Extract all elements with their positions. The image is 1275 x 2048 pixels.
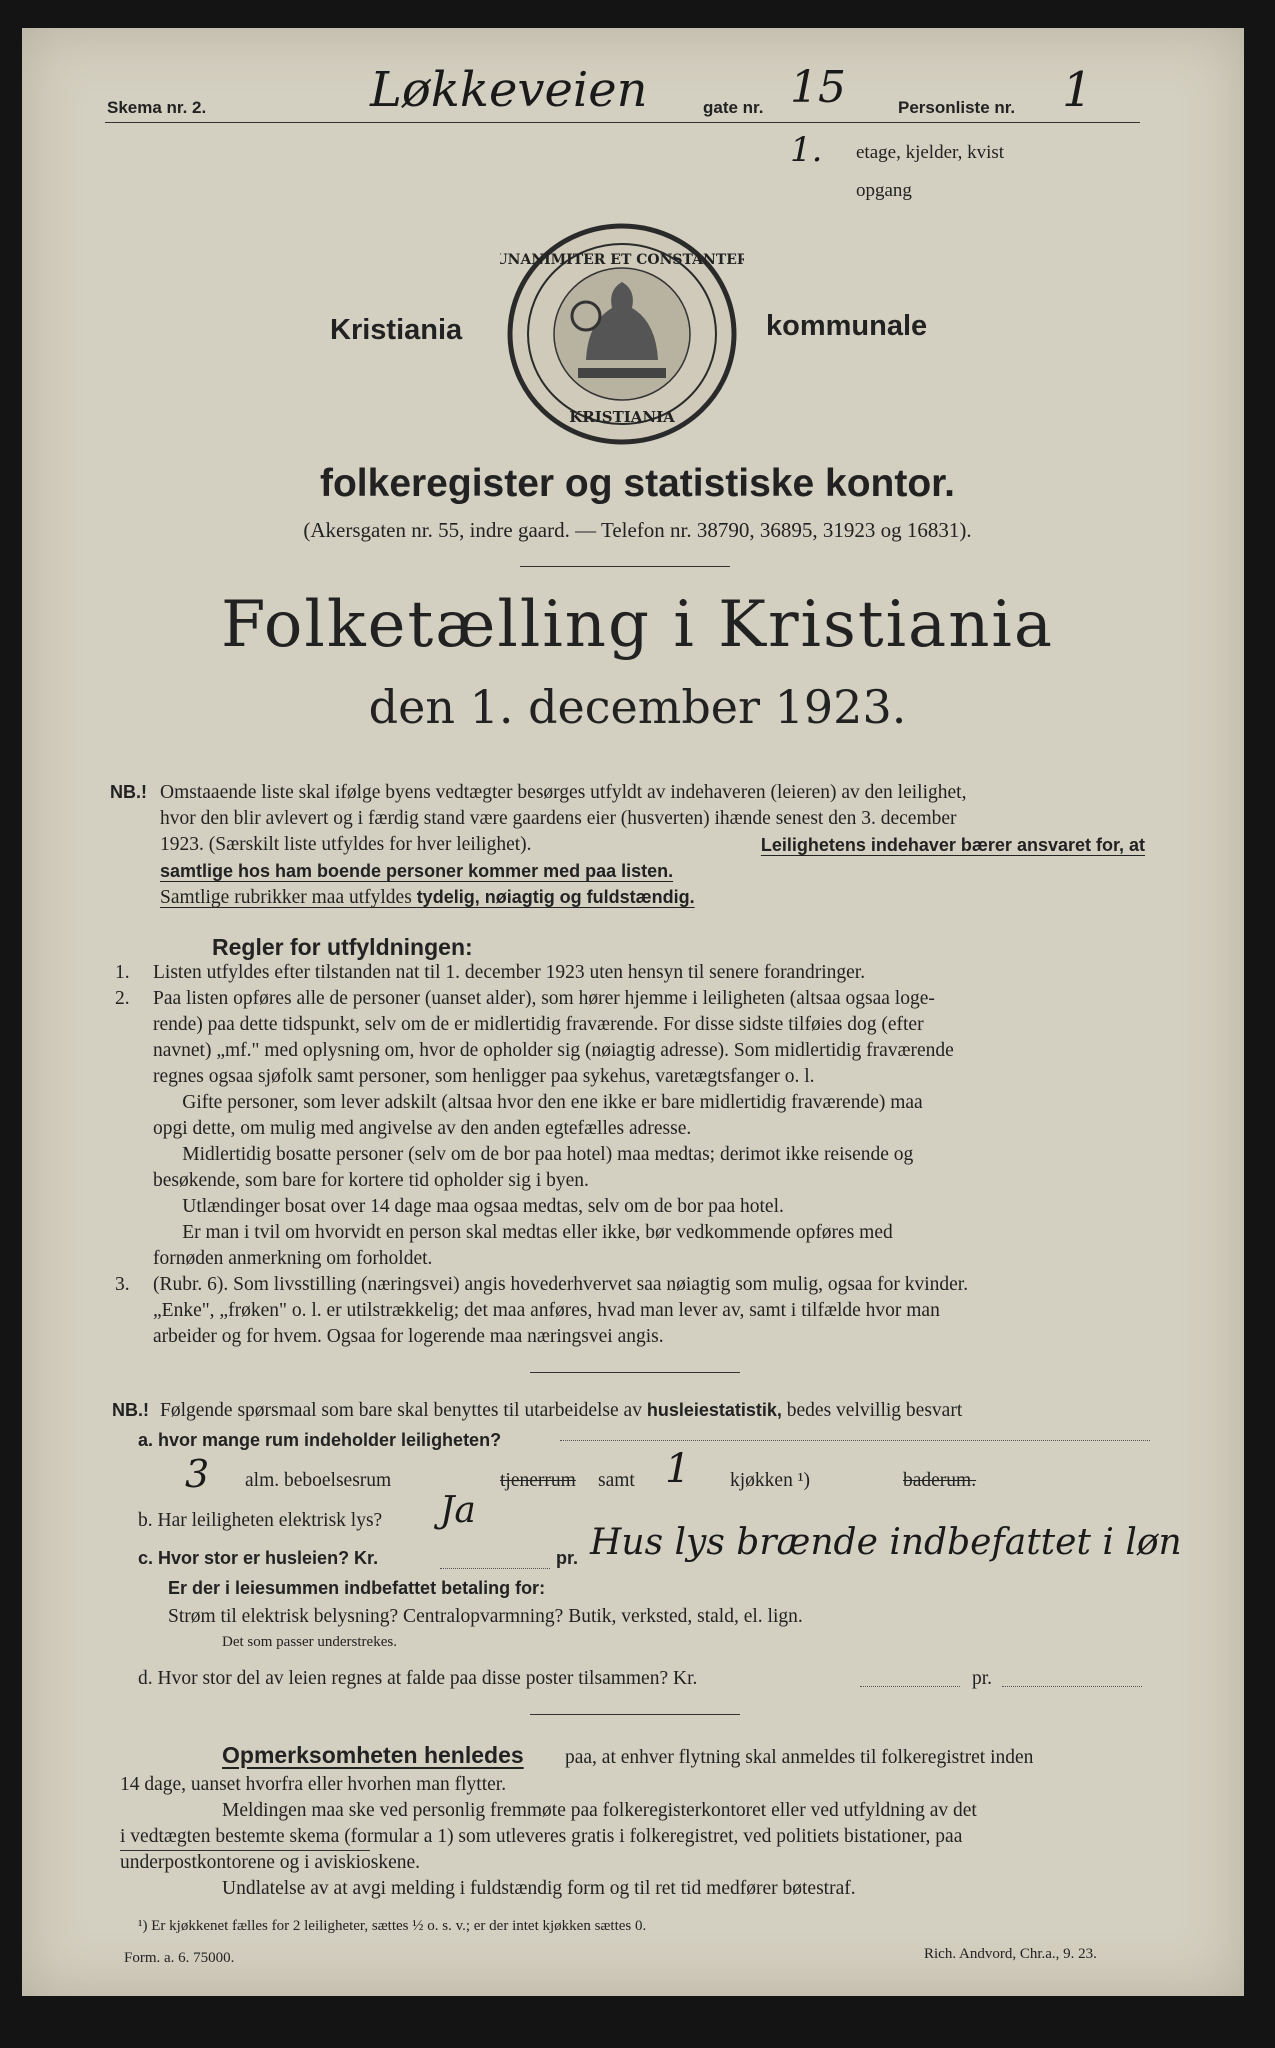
question-c-items: Strøm til elektrisk belysning? Centralopvarmning? Butik, verksted, stald, el. lign. — [168, 1606, 803, 1627]
question-c: c. Hvor stor er husleien? Kr. — [138, 1548, 379, 1568]
gate-label: gate nr. — [703, 98, 764, 117]
kristiania-seal-icon — [500, 220, 744, 448]
nb2-intro — [160, 1397, 962, 1424]
rule-line — [115, 1012, 1145, 1038]
rule-number — [115, 1324, 153, 1350]
rule-text: Gifte personer, som lever adskilt (altsaa hvor den ene ikke er bare midlertidig fraværende) maa — [153, 1092, 923, 1113]
rule-text: navnet) „mf." med oplysning om, hvor de opholder sig (nøiagtig adresse). Som midlertidig fraværende — [153, 1040, 954, 1061]
question-c-sub: Er der i leiesummen indbefattet betaling for: — [168, 1578, 546, 1598]
notice-line2: 14 dage, uanset hvorfra eller hvorhen man flytter. — [120, 1774, 507, 1795]
question-c-pr: pr. — [556, 1548, 579, 1568]
rule-text: besøkende, som bare for kortere tid opholder sig i byen. — [153, 1170, 589, 1191]
notice-heading: Opmerksomheten henledes — [222, 1742, 524, 1768]
rule-line — [115, 1168, 1145, 1194]
rule-text: Listen utfyldes efter tilstanden nat til 1. december 1923 uten hensyn til senere forandringer. — [153, 962, 866, 983]
question-c-note: Det som passer understrekes. — [222, 1634, 397, 1650]
nb1-line4: samtlige hos ham boende personer kommer med paa listen. — [160, 861, 674, 881]
rule-number — [115, 1012, 153, 1038]
rule-text: fornøden anmerkning om forholdet. — [153, 1248, 433, 1269]
notice-line5: underpostkontorene og i aviskioskene. — [120, 1852, 421, 1873]
rule-number — [115, 1116, 153, 1142]
main-title: Folketælling i Kristiania — [220, 588, 1055, 662]
question-d-pr: pr. — [972, 1668, 993, 1689]
seal-text-top: UNANIMITER ET CONSTANTER — [500, 252, 744, 268]
rule-number — [115, 1142, 153, 1168]
question-a: a. hvor mange rum indeholder leiligheten? — [138, 1430, 502, 1450]
rule-text: regnes ogsaa sjøfolk samt personer, som henligger paa sykehus, varetægtsfanger o. l. — [153, 1066, 815, 1087]
rule-text: (Rubr. 6). Som livsstilling (næringsvei) angis hovederhvervet saa nøiagtig som mulig, ogsaa for kvinder. — [153, 1274, 969, 1295]
notice-line3: Meldingen maa ske ved personlig fremmøte paa folkeregisterkontoret eller ved utfyldning av det — [222, 1800, 977, 1821]
floor-handwritten: 1. — [790, 130, 823, 170]
question-d-kr-line — [860, 1686, 960, 1687]
question-b-answer: Ja — [440, 1490, 476, 1531]
personliste-number-handwritten: 1 — [1062, 62, 1093, 118]
rule-number: 1. — [115, 962, 130, 983]
skema-number: Skema nr. 2. — [107, 98, 207, 117]
rule-number: 2. — [115, 988, 130, 1009]
rule-line — [115, 1116, 1145, 1142]
rule-line — [115, 1194, 1145, 1220]
nb2-intro-b: husleiestatistik, — [646, 1400, 782, 1420]
question-b: b. Har leiligheten elektrisk lys? — [138, 1510, 383, 1531]
rule-line — [115, 1142, 1145, 1168]
rule-line — [115, 1064, 1145, 1090]
rules-heading: Regler for utfyldningen: — [212, 934, 473, 960]
nb1-line3 — [160, 832, 1145, 858]
rules-list — [115, 960, 1145, 1350]
opgang-label: opgang — [856, 180, 912, 201]
rule-line — [115, 1272, 1145, 1298]
rule-line — [115, 1038, 1145, 1064]
question-c-kr-line — [440, 1568, 550, 1569]
personliste-label: Personliste nr. — [898, 98, 1016, 117]
rule-number — [115, 1220, 153, 1246]
question-c-answer: Hus lys brænde indbefattet i løn — [590, 1522, 1182, 1563]
rule-line — [115, 1220, 1145, 1246]
rule-text: Utlændinger bosat over 14 dage maa ogsaa medtas, selv om de bor paa hotel. — [153, 1196, 784, 1217]
office-left-word: Kristiania — [330, 314, 463, 346]
rule-text: arbeider og for hvem. Ogsaa for logerende maa næringsvei angis. — [153, 1326, 664, 1347]
tjenerrum-label: tjenerrum — [500, 1470, 576, 1491]
notice-line4: i vedtægten bestemte skema (formular a 1) som utleveres gratis i folkeregistret, ved politiets bistationer, paa — [120, 1826, 963, 1847]
nb1-label: NB.! — [110, 782, 147, 802]
nb2-intro-a: Følgende spørsmaal som bare skal benyttes til utarbeidelse av — [160, 1400, 647, 1421]
rule-line — [115, 1246, 1145, 1272]
seal-text-bottom: KRISTIANIA — [569, 408, 675, 426]
short-divider — [520, 566, 730, 567]
rule-text: opgi dette, om mulig med angivelse av den anden egtefælles adresse. — [153, 1118, 692, 1139]
nb1-line5 — [160, 884, 1145, 911]
footnote: ¹) Er kjøkkenet fælles for 2 leiligheter, sættes ½ o. s. v.; er der intet kjøkken sættes 0. — [138, 1918, 647, 1934]
office-right-word: kommunale — [766, 310, 928, 342]
samt-label: samt — [598, 1470, 635, 1491]
rule-number — [115, 1194, 153, 1220]
nb2-label: NB.! — [112, 1400, 149, 1420]
rule-text: Midlertidig bosatte personer (selv om de bor paa hotel) maa medtas; derimot ikke reisende og — [153, 1144, 914, 1165]
rule-number — [115, 1246, 153, 1272]
rule-text: Er man i tvil om hvorvidt en person skal medtas eller ikke, bør vedkommende opføres med — [153, 1222, 893, 1243]
rule-line — [115, 1298, 1145, 1324]
rule-text: „Enke", „frøken" o. l. er utilstrækkelig; det maa anføres, hvad man lever av, samt i tilfælde hvor man — [153, 1300, 940, 1321]
street-name-handwritten: Løkkeveien — [370, 62, 648, 118]
rooms-handwritten: 3 — [185, 1452, 210, 1496]
title-date: den 1. december 1923. — [368, 680, 907, 734]
rule-line — [115, 960, 1145, 986]
nb1-line1: Omstaaende liste skal ifølge byens vedtægter besørges utfyldt av indehaveren (leieren) av den leilighet, — [160, 782, 967, 803]
rule-number — [115, 1038, 153, 1064]
rule-number — [115, 1064, 153, 1090]
printer: Rich. Andvord, Chr.a., 9. 23. — [924, 1946, 1097, 1962]
office-name: folkeregister og statistiske kontor. — [319, 462, 956, 505]
rule-line — [115, 1324, 1145, 1350]
rule-number — [115, 1168, 153, 1194]
gate-number-handwritten: 15 — [790, 62, 846, 113]
rooms-label: alm. beboelsesrum — [245, 1470, 392, 1491]
header-rule — [105, 122, 1140, 123]
floor-options-text: etage, kjelder, kvist — [856, 142, 1005, 163]
nb1-line3a: 1923. (Særskilt liste utfyldes for hver leilighet). — [160, 834, 532, 855]
nb1-paragraph — [160, 780, 1145, 911]
nb1-responsibility: Leilighetens indehaver bærer ansvaret for, at — [760, 835, 1145, 855]
question-a-line — [560, 1440, 1150, 1441]
rule-line — [115, 1090, 1145, 1116]
notice-line1: paa, at enhver flytning skal anmeldes til folkeregistret inden — [565, 1747, 1034, 1768]
form-number: Form. a. 6. 75000. — [124, 1950, 235, 1966]
rule-number — [115, 1298, 153, 1324]
kitchen-handwritten: 1 — [665, 1446, 691, 1492]
rule-number: 3. — [115, 1274, 130, 1295]
rule-number — [115, 1090, 153, 1116]
nb1-line5b: tydelig, nøiagtig og fuldstændig. — [416, 887, 695, 907]
rule-text: rende) paa dette tidspunkt, selv om de er midlertidig fraværende. For disse sidste tilføies dog (efter — [153, 1014, 924, 1035]
nb1-line5a: Samtlige rubrikker maa utfyldes — [160, 887, 417, 908]
office-address: (Akersgaten nr. 55, indre gaard. — Telefon nr. 38790, 36895, 31923 og 16831). — [303, 518, 972, 542]
rule-text: Paa listen opføres alle de personer (uanset alder), som hører hjemme i leiligheten (altsaa ogsaa loge- — [153, 988, 935, 1009]
short-divider-2 — [530, 1372, 740, 1373]
kitchen-label: kjøkken ¹) — [730, 1470, 811, 1491]
question-d: d. Hvor stor del av leien regnes at falde paa disse poster tilsammen? Kr. — [138, 1668, 698, 1689]
rule-line — [115, 986, 1145, 1012]
nb2-intro-c: bedes velvillig besvart — [781, 1400, 963, 1421]
notice-line6: Undlatelse av at avgi melding i fuldstændig form og til ret tid medfører bøtestraf. — [222, 1878, 856, 1899]
floor-options — [856, 142, 1004, 164]
nb1-line2: hvor den blir avlevert og i færdig stand være gaardens eier (husverten) ihænde senest den 3. december — [160, 808, 957, 829]
short-divider-3 — [530, 1714, 740, 1715]
question-d-pr-line — [1002, 1686, 1142, 1687]
baderum-label: baderum. — [903, 1470, 977, 1491]
